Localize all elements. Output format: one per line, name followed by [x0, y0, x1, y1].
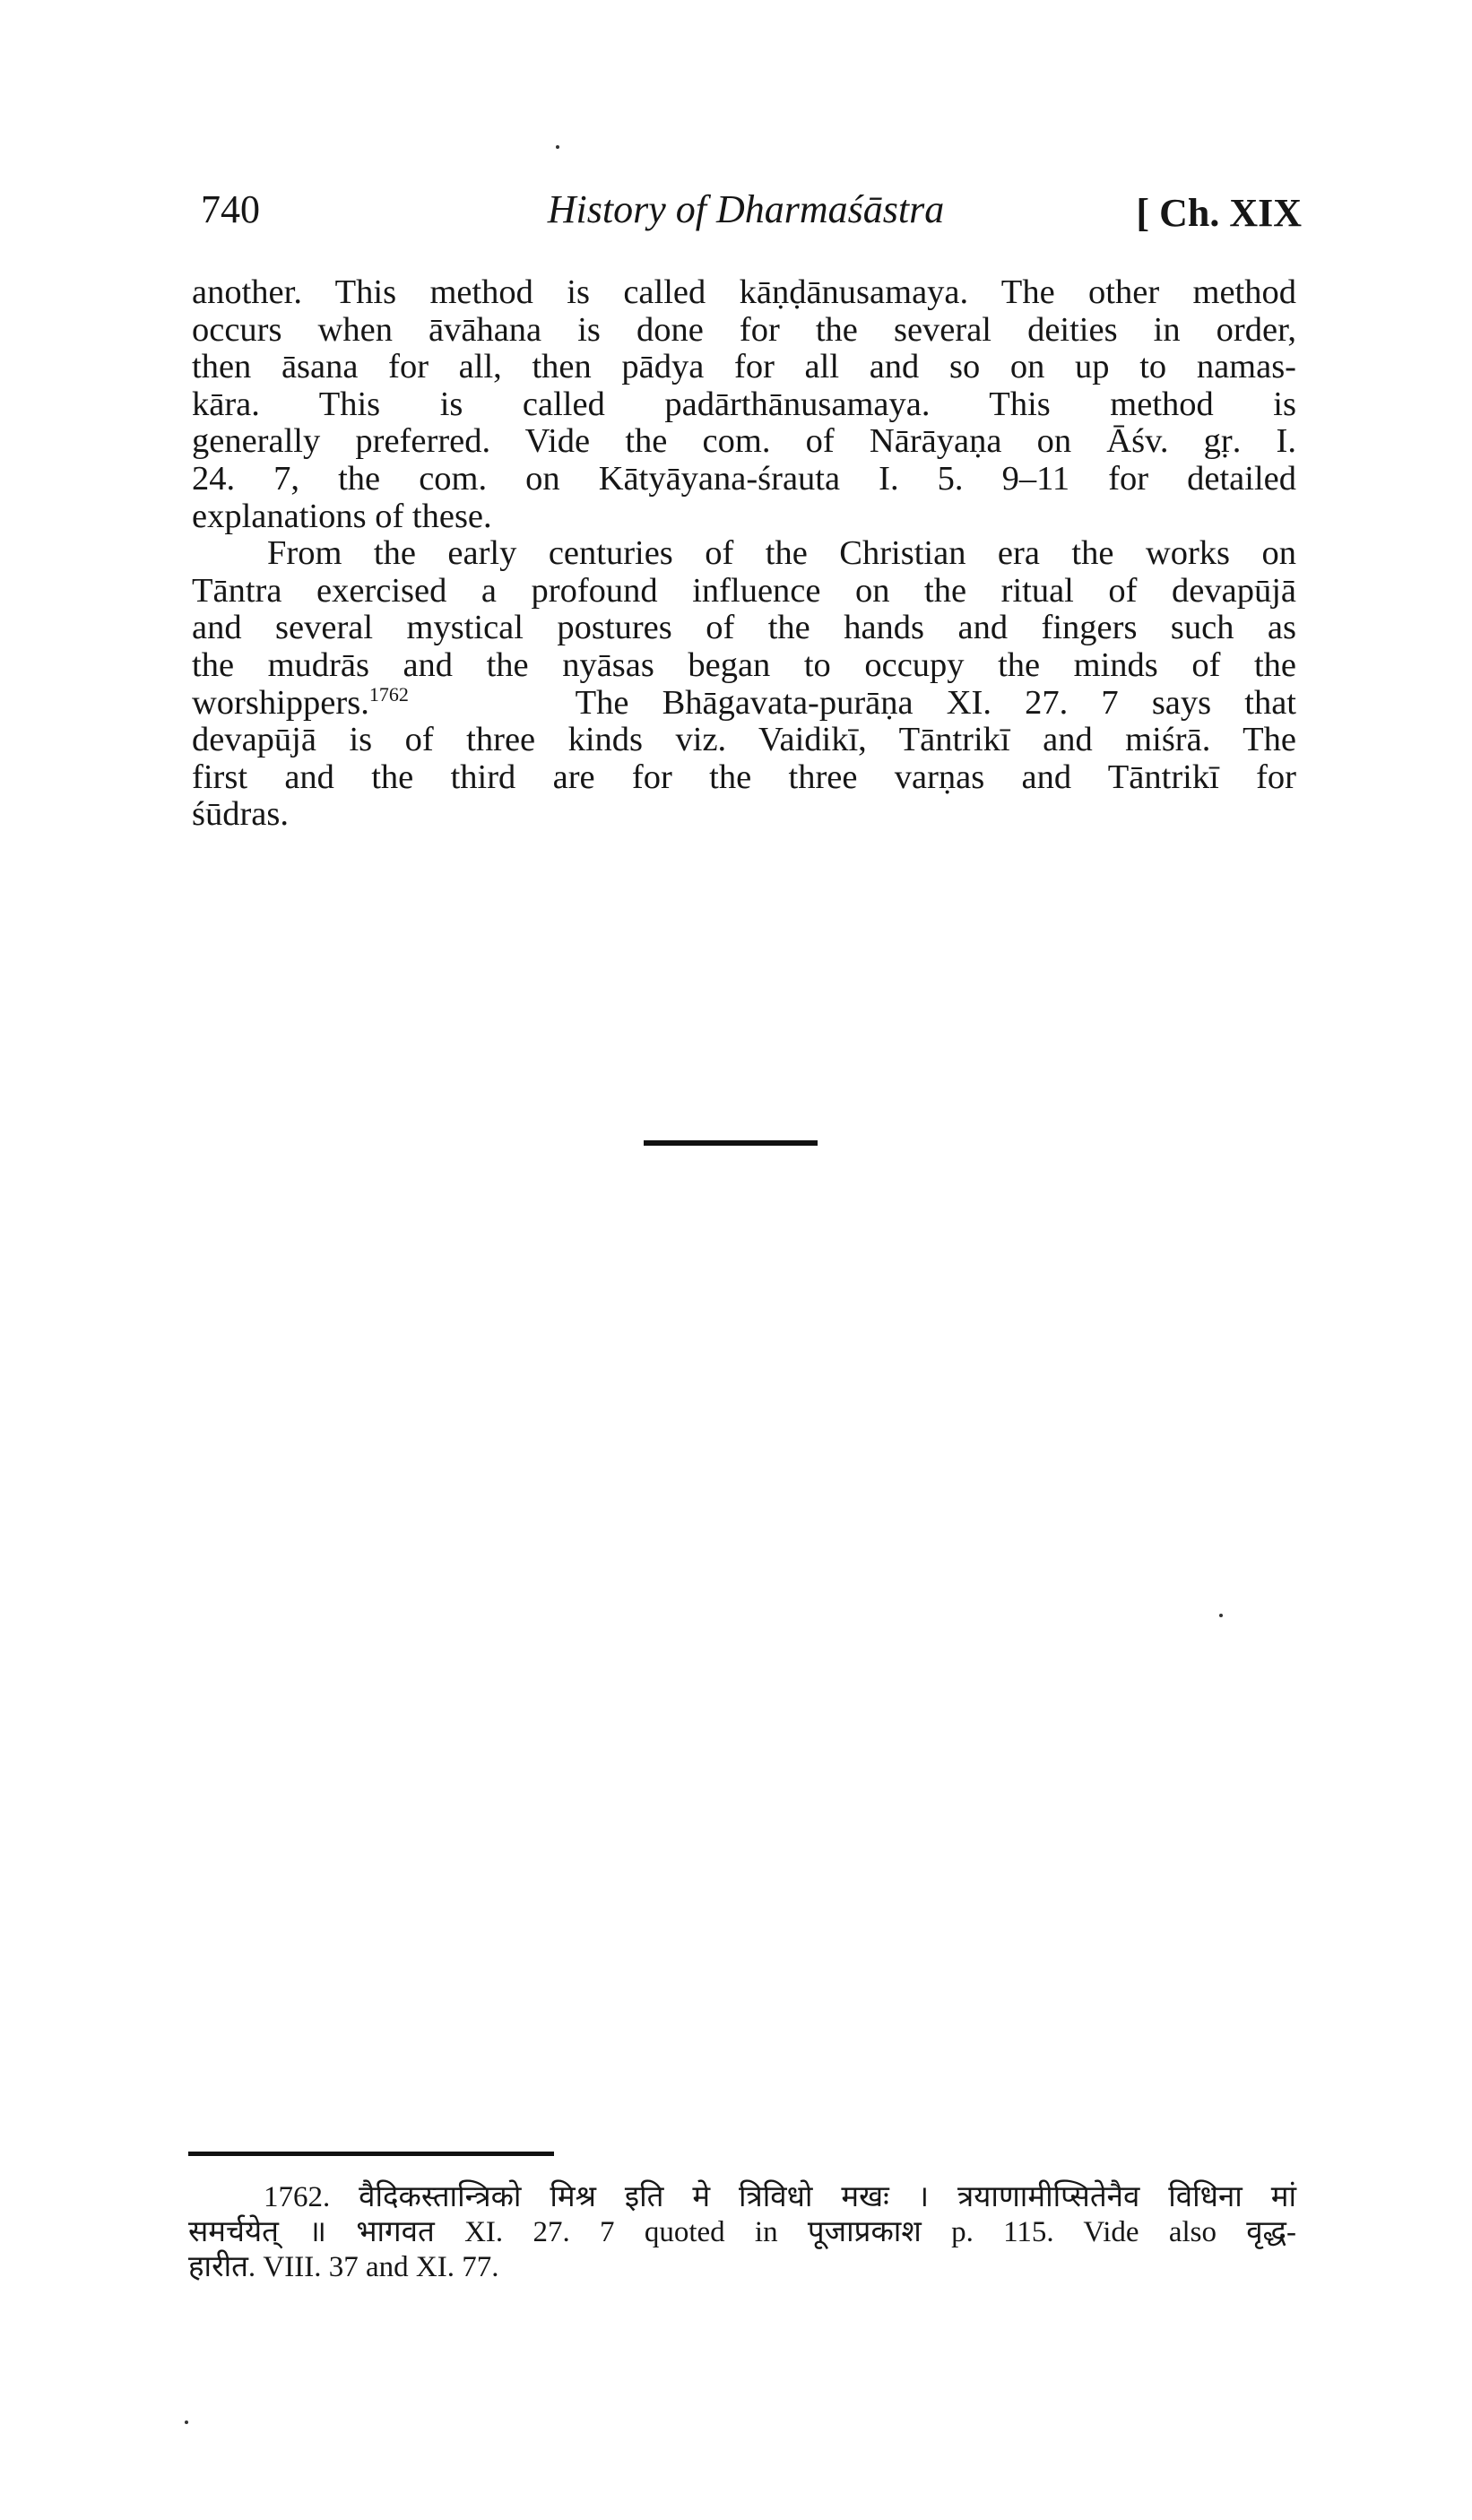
page-number: 740 [201, 187, 260, 231]
text-line: occurs when āvāhana is done for the several deities in order, [192, 310, 1296, 349]
footnote-reference[interactable]: 1762 [368, 682, 409, 706]
footnote-line: हारीत. VIII. 37 and XI. 77. [188, 2251, 499, 2283]
text-line: 24. 7, the com. on Kātyāyana-śrauta I. 5. 9–11 for detailed [192, 459, 1296, 498]
text-line: first and the third are for the three varṇas and Tāntrikī for [192, 758, 1296, 796]
text-fragment: The Bhāgavata-purāṇa XI. 27. 7 says that [575, 683, 1297, 722]
text-line-with-footnote [192, 682, 1297, 723]
scan-speck [556, 145, 559, 149]
paragraph-2 [192, 535, 1296, 834]
text-line: the mudrās and the nyāsas began to occupy the minds of the [192, 645, 1296, 684]
scan-speck [185, 2420, 188, 2424]
text-line: From the early centuries of the Christian era the works on [267, 534, 1296, 573]
text-line: then āsana for all, then pādya for all and so on up to namas- [192, 348, 1296, 386]
chapter-reference: [ Ch. XIX [1136, 191, 1302, 235]
text-line: kāra. This is called padārthānusamaya. This method is [192, 385, 1296, 423]
text-line: another. This method is called kāṇḍānusamaya. The other method [192, 273, 1296, 311]
footnote-line: समर्चयेत् ॥ भागवत XI. 27. 7 quoted in पूजाप्रकाश p. 115. Vide also वृद्ध- [188, 2216, 1296, 2248]
footnotes [188, 2180, 1296, 2285]
running-title: History of Dharmaśāstra [547, 187, 945, 231]
footnote-line: 1762. वैदिकस्तान्त्रिको मिश्र इति मे त्रिविधो मखः । त्रयाणामीप्सितेनैव विधिना मां [264, 2181, 1296, 2213]
scan-speck [1219, 1614, 1223, 1617]
text-fragment: worshippers. [192, 683, 369, 722]
text-line: devapūjā is of three kinds viz. Vaidikī, Tāntrikī and miśrā. The [192, 721, 1296, 759]
page-header [190, 186, 1302, 240]
text-line: and several mystical postures of the hands and fingers such as [192, 609, 1296, 647]
text-line: śūdras. [192, 795, 289, 834]
footnote-rule [188, 2152, 554, 2156]
text-line: generally preferred. Vide the com. of Nārāyaṇa on Āśv. gṛ. I. [192, 422, 1296, 461]
section-divider [644, 1140, 818, 1146]
text-line: explanations of these. [192, 497, 492, 535]
text-line: Tāntra exercised a profound influence on the ritual of devapūjā [192, 571, 1296, 610]
main-text [192, 274, 1296, 834]
paragraph-1 [192, 274, 1296, 535]
